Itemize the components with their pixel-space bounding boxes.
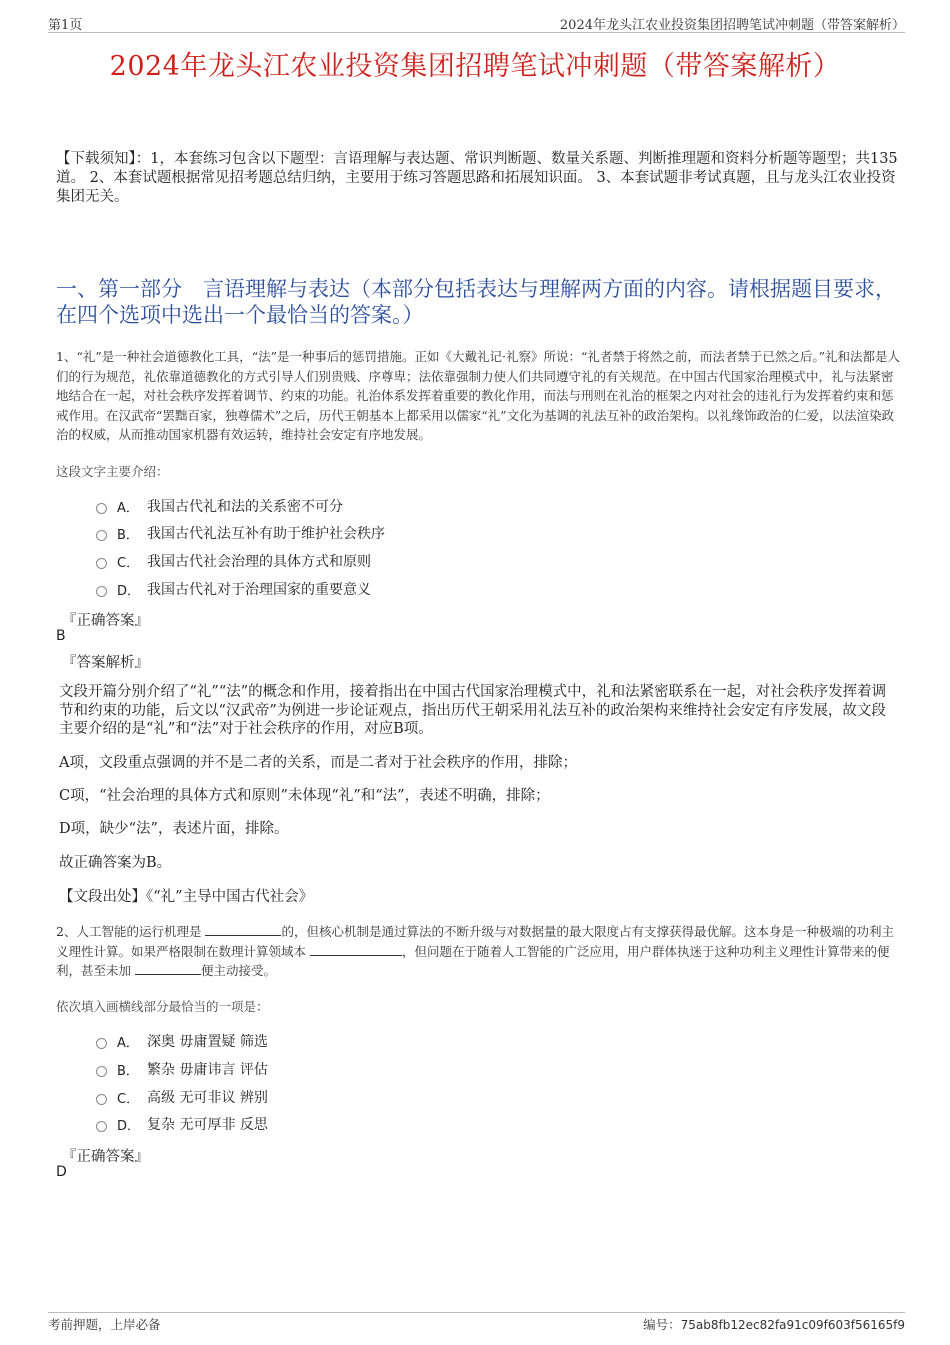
option-letter: D． [117,583,141,599]
fill-blank-1 [205,923,281,936]
q1-source: 【文段出处】《“礼”主导中国古代社会》 [59,889,314,905]
q2-option-a[interactable] [96,1031,268,1051]
fill-blank-3 [135,962,201,975]
option-text: 我国古代礼对于治理国家的重要意义 [147,582,371,598]
q1-option-b[interactable] [96,523,385,543]
page-footer [48,1312,905,1333]
footer-slogan: 考前押题，上岸必备 [48,1317,161,1332]
radio-icon[interactable] [96,586,107,597]
option-text: 我国古代社会治理的具体方式和原则 [147,554,371,570]
option-text: 高级 无可非议 辨别 [147,1090,268,1106]
q1-analysis-c: C项，“社会治理的具体方式和原则”未体现“礼”和“法”，表述不明确，排除； [59,788,550,804]
page-header [48,14,905,33]
question-2-prompt: 依次填入画横线部分最恰当的一项是： [56,999,269,1014]
option-letter: B． [117,1063,139,1079]
question-1-stem: 1、“礼”是一种社会道德教化工具，“法”是一种事后的惩罚措施。正如《大戴礼记·礼察》所说：“礼者禁于将然之前，而法者禁于已然之后。”礼和法都是人们的行为规范，礼依靠道德教化的方式引导人们别贵贱、序尊卑；法依靠强制力使人们共同遵守礼的有关规范。在中国古代国家治理模式中，礼与法紧密地结合在一起，对社会秩序发挥着调节、约束的功能。礼治体系发挥着重要的教化作用，而法与刑则在礼治的框架之内对社会的违礼行为发挥着约束和惩戒作用。在汉武帝“罢黜百家，独尊儒术”之后，历代王朝基本上都采用以儒家“礼”文化为基调的礼法互补的政治架构。以礼缘饰政治的仁爱，以法渲染政治的权威，从而推动国家机器有效运转，维持社会安定有序地发展。 [56,349,901,442]
q1-option-a[interactable] [96,496,343,516]
header-doc-title: 2024年龙头江农业投资集团招聘笔试冲刺题（带答案解析） [559,18,905,33]
q2-answer-label: 『正确答案』 [62,1149,149,1165]
radio-icon[interactable] [96,530,107,541]
radio-icon[interactable] [96,1038,107,1049]
q2-stem-part: 的，但核心机制是通过算法的不断升级与对数据量的最大限度占有支撑获得最优解。这本身是一种极端的功利主义理性计算。如果严格限制在数理计算领域本 [56,924,894,959]
option-text: 深奥 毋庸置疑 筛选 [147,1034,268,1050]
fill-blank-2 [310,943,402,956]
q2-answer: D [56,1164,67,1180]
option-letter: C． [117,555,140,571]
radio-icon[interactable] [96,558,107,569]
option-text: 繁杂 毋庸讳言 评估 [147,1062,268,1078]
q1-analysis-a: A项，文段重点强调的并不是二者的关系，而是二者对于社会秩序的作用，排除； [59,755,577,771]
download-notice: 【下载须知】：1，本套练习包含以下题型：言语理解与表达题、常识判断题、数量关系题、判断推理题和资料分析题等题型；共135道。 2、本套试题根据常见招考题总结归纳，主要用于练习答题思路和拓展知识面。 3、本套试题非考试真题，且与龙头江农业投资集团无关。 [56,151,898,205]
option-text: 我国古代礼和法的关系密不可分 [147,499,343,515]
q2-option-d[interactable] [96,1114,268,1134]
footer-code-value: 75ab8fb12ec82fa91c09f603f56165f9 [680,1318,905,1332]
q1-analysis-paragraph: 文段开篇分别介绍了“礼”“法”的概念和作用，接着指出在中国古代国家治理模式中，礼和法紧密联系在一起，对社会秩序发挥着调节和约束的功能，后文以“汉武帝”为例进一步论证观点，指出历代王朝采用礼法互补的政治架构来维持社会安定有序发展，故文段主要介绍的是“礼”和“法”对于社会秩序的作用，对应B项。 [59,684,887,737]
question-1-prompt: 这段文字主要介绍： [56,464,169,479]
q2-option-b[interactable] [96,1059,268,1079]
option-text: 我国古代礼法互补有助于维护社会秩序 [147,526,385,542]
q1-analysis-conclusion: 故正确答案为B。 [59,855,172,871]
option-letter: B． [117,527,139,543]
q1-option-c[interactable] [96,551,371,571]
q1-answer-label: 『正确答案』 [62,613,149,629]
section-heading: 一、第一部分 言语理解与表达（本部分包括表达与理解两方面的内容。请根据题目要求，在四个选项中选出一个最恰当的答案。） [56,277,896,327]
option-text: 复杂 无可厚非 反思 [147,1117,268,1133]
footer-code [643,1315,905,1333]
document-title: 2024年龙头江农业投资集团招聘笔试冲刺题（带答案解析） [109,51,841,82]
question-2-stem [56,922,901,981]
radio-icon[interactable] [96,1094,107,1105]
option-letter: A． [117,1035,139,1051]
q2-stem-part: 2、人工智能的运行机理是 [56,924,206,939]
q1-option-d[interactable] [96,579,371,599]
q2-option-c[interactable] [96,1087,268,1107]
radio-icon[interactable] [96,503,107,514]
option-letter: D． [117,1118,141,1134]
q2-stem-part: ，但问题在于随着人工智能的广泛应用，用户群体执迷于这种功利主义理性计算带来的便利，甚至未加 [56,943,890,978]
footer-code-label: 编号： [643,1317,681,1332]
option-letter: C． [117,1091,140,1107]
radio-icon[interactable] [96,1121,107,1132]
radio-icon[interactable] [96,1066,107,1077]
page-number: 第1页 [48,18,83,33]
q1-analysis-d: D项，缺少“法”，表述片面，排除。 [59,821,289,837]
q1-answer: B [56,628,66,644]
option-letter: A． [117,500,139,516]
q2-stem-part: 便主动接受。 [200,963,276,978]
q1-analysis-label: 『答案解析』 [62,655,149,671]
